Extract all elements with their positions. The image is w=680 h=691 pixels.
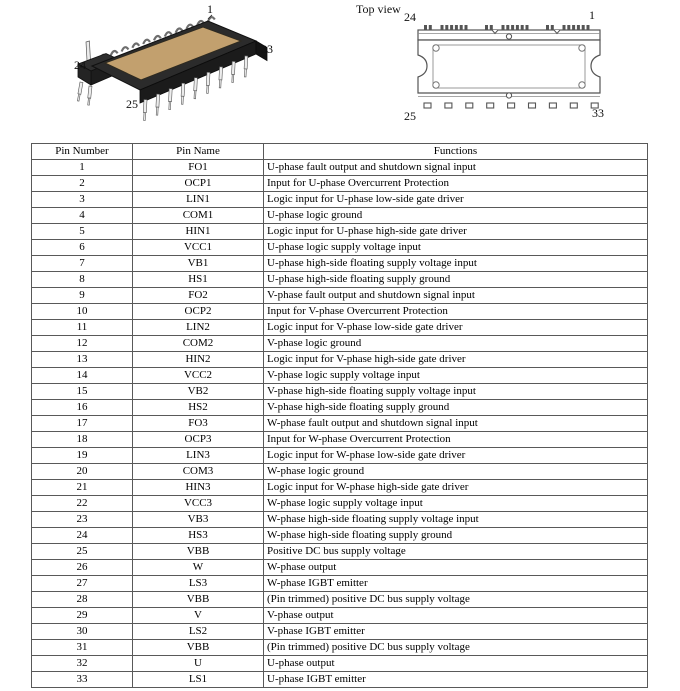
pin-function-cell: W-phase logic ground xyxy=(264,464,648,480)
pin-number-cell: 25 xyxy=(32,544,133,560)
pin-name-cell: VBB xyxy=(133,640,264,656)
pin-name-cell: V xyxy=(133,608,264,624)
pin-name-cell: HIN1 xyxy=(133,224,264,240)
persp-pin1-label: 1 xyxy=(207,2,213,16)
pin-name-cell: LIN2 xyxy=(133,320,264,336)
table-row xyxy=(32,400,648,416)
col-header-pin-name: Pin Name xyxy=(133,144,264,160)
pin-number-cell: 23 xyxy=(32,512,133,528)
pin-number-cell: 17 xyxy=(32,416,133,432)
table-row xyxy=(32,512,648,528)
pin-name-cell: VB2 xyxy=(133,384,264,400)
pin-function-cell: V-phase fault output and shutdown signal input xyxy=(264,288,648,304)
pin-function-cell: U-phase logic supply voltage input xyxy=(264,240,648,256)
pin-number-cell: 29 xyxy=(32,608,133,624)
pin-function-cell: Logic input for U-phase high-side gate driver xyxy=(264,224,648,240)
end-cap-leads xyxy=(77,82,92,105)
pin-name-cell: FO3 xyxy=(133,416,264,432)
tv-pin1-label: 1 xyxy=(589,8,595,22)
table-header-row xyxy=(32,144,648,160)
pin-number-cell: 10 xyxy=(32,304,133,320)
pin-number-cell: 8 xyxy=(32,272,133,288)
pin-function-table xyxy=(31,143,648,688)
persp-pin25-label: 25 xyxy=(126,97,138,111)
pin-function-cell: Logic input for V-phase high-side gate driver xyxy=(264,352,648,368)
pin-name-cell: VBB xyxy=(133,544,264,560)
pin-name-cell: VCC1 xyxy=(133,240,264,256)
table-row xyxy=(32,448,648,464)
pin-function-cell: Logic input for U-phase low-side gate driver xyxy=(264,192,648,208)
table-row xyxy=(32,528,648,544)
pin-number-cell: 11 xyxy=(32,320,133,336)
pin-number-cell: 19 xyxy=(32,448,133,464)
col-header-pin-number: Pin Number xyxy=(32,144,133,160)
pin-number-cell: 2 xyxy=(32,176,133,192)
table-row xyxy=(32,240,648,256)
table-row xyxy=(32,544,648,560)
pin-name-cell: OCP3 xyxy=(133,432,264,448)
pin-number-cell: 27 xyxy=(32,576,133,592)
pin-name-cell: VBB xyxy=(133,592,264,608)
pin-function-cell: Logic input for W-phase low-side gate driver xyxy=(264,448,648,464)
pin-function-cell: V-phase output xyxy=(264,608,648,624)
table-row xyxy=(32,608,648,624)
top-center-hole xyxy=(506,34,511,39)
table-row xyxy=(32,352,648,368)
table-row xyxy=(32,560,648,576)
pin-name-cell: LS3 xyxy=(133,576,264,592)
table-row xyxy=(32,368,648,384)
pin-name-cell: LS1 xyxy=(133,672,264,688)
pin-number-cell: 15 xyxy=(32,384,133,400)
pin-number-cell: 26 xyxy=(32,560,133,576)
pin-number-cell: 5 xyxy=(32,224,133,240)
table-row xyxy=(32,416,648,432)
pin-name-cell: COM1 xyxy=(133,208,264,224)
table-row xyxy=(32,208,648,224)
top-view-title: Top view xyxy=(356,2,401,16)
table-row xyxy=(32,272,648,288)
pin-name-cell: COM3 xyxy=(133,464,264,480)
pin-number-cell: 14 xyxy=(32,368,133,384)
pin-number-cell: 7 xyxy=(32,256,133,272)
table-row xyxy=(32,176,648,192)
pin-name-cell: HIN3 xyxy=(133,480,264,496)
pin-number-cell: 21 xyxy=(32,480,133,496)
pin-function-cell: Input for W-phase Overcurrent Protection xyxy=(264,432,648,448)
pin-function-cell: Logic input for V-phase low-side gate driver xyxy=(264,320,648,336)
pin-number-cell: 20 xyxy=(32,464,133,480)
table-row xyxy=(32,656,648,672)
pin-function-cell: Logic input for W-phase high-side gate driver xyxy=(264,480,648,496)
table-row xyxy=(32,224,648,240)
tv-pin24-label: 24 xyxy=(404,10,416,24)
persp-pin24-label: 24 xyxy=(74,58,86,72)
tv-pin25-label: 25 xyxy=(404,109,416,123)
pin-name-cell: U xyxy=(133,656,264,672)
pin-function-cell: W-phase logic supply voltage input xyxy=(264,496,648,512)
pin-name-cell: OCP1 xyxy=(133,176,264,192)
pin-number-cell: 1 xyxy=(32,160,133,176)
pin-function-cell: U-phase high-side floating supply voltage input xyxy=(264,256,648,272)
pin-number-cell: 9 xyxy=(32,288,133,304)
table-row xyxy=(32,592,648,608)
pin-number-cell: 33 xyxy=(32,672,133,688)
pin-name-cell: VB1 xyxy=(133,256,264,272)
pin-function-cell: W-phase IGBT emitter xyxy=(264,576,648,592)
pin-function-cell: (Pin trimmed) positive DC bus supply voltage xyxy=(264,640,648,656)
pin-number-cell: 30 xyxy=(32,624,133,640)
pin-number-cell: 6 xyxy=(32,240,133,256)
pin-name-cell: OCP2 xyxy=(133,304,264,320)
module-top-view-drawing xyxy=(340,0,630,130)
pin-function-cell: (Pin trimmed) positive DC bus supply voltage xyxy=(264,592,648,608)
pin-function-cell: U-phase logic ground xyxy=(264,208,648,224)
pin-name-cell: VCC2 xyxy=(133,368,264,384)
table-row xyxy=(32,480,648,496)
col-header-functions: Functions xyxy=(264,144,648,160)
pin-name-cell: VB3 xyxy=(133,512,264,528)
pin-name-cell: COM2 xyxy=(133,336,264,352)
pin-function-cell: V-phase IGBT emitter xyxy=(264,624,648,640)
pin-name-cell: VCC3 xyxy=(133,496,264,512)
table-row xyxy=(32,288,648,304)
pin-number-cell: 31 xyxy=(32,640,133,656)
pin-name-cell: HS3 xyxy=(133,528,264,544)
pin-name-cell: FO1 xyxy=(133,160,264,176)
pin-name-cell: LS2 xyxy=(133,624,264,640)
table-row xyxy=(32,576,648,592)
bottom-center-hole xyxy=(506,93,511,98)
pin-number-cell: 3 xyxy=(32,192,133,208)
pin-name-cell: W xyxy=(133,560,264,576)
pin-function-cell: W-phase high-side floating supply voltage input xyxy=(264,512,648,528)
table-row xyxy=(32,320,648,336)
pin-number-cell: 18 xyxy=(32,432,133,448)
table-row xyxy=(32,624,648,640)
table-row xyxy=(32,304,648,320)
module-top-view xyxy=(340,0,630,130)
pin-function-cell: V-phase logic ground xyxy=(264,336,648,352)
pin-function-cell: Positive DC bus supply voltage xyxy=(264,544,648,560)
pin-function-cell: U-phase output xyxy=(264,656,648,672)
package-body-outline xyxy=(418,40,600,93)
pin-number-cell: 22 xyxy=(32,496,133,512)
pin-function-cell: U-phase high-side floating supply ground xyxy=(264,272,648,288)
pin-number-cell: 4 xyxy=(32,208,133,224)
pin-name-cell: HS1 xyxy=(133,272,264,288)
pin-function-cell: V-phase high-side floating supply voltage input xyxy=(264,384,648,400)
pin-name-cell: FO2 xyxy=(133,288,264,304)
table-row xyxy=(32,496,648,512)
pin-number-cell: 32 xyxy=(32,656,133,672)
pin-table-body xyxy=(32,160,648,688)
table-row xyxy=(32,464,648,480)
pin-number-cell: 12 xyxy=(32,336,133,352)
pin-function-cell: W-phase output xyxy=(264,560,648,576)
pin-name-cell: HS2 xyxy=(133,400,264,416)
pin-number-cell: 16 xyxy=(32,400,133,416)
pin-name-cell: LIN1 xyxy=(133,192,264,208)
table-row xyxy=(32,336,648,352)
table-row xyxy=(32,192,648,208)
pin-function-cell: V-phase high-side floating supply ground xyxy=(264,400,648,416)
pin-function-cell: W-phase high-side floating supply ground xyxy=(264,528,648,544)
table-row xyxy=(32,672,648,688)
pin-number-cell: 13 xyxy=(32,352,133,368)
pin-function-cell: Input for V-phase Overcurrent Protection xyxy=(264,304,648,320)
table-row xyxy=(32,432,648,448)
pin-number-cell: 24 xyxy=(32,528,133,544)
pin-function-cell: U-phase fault output and shutdown signal input xyxy=(264,160,648,176)
pin-function-cell: U-phase IGBT emitter xyxy=(264,672,648,688)
pin-function-cell: W-phase fault output and shutdown signal input xyxy=(264,416,648,432)
pin-function-cell: V-phase logic supply voltage input xyxy=(264,368,648,384)
tv-pin33-label: 33 xyxy=(592,106,604,120)
table-row xyxy=(32,384,648,400)
pin-function-cell: Input for U-phase Overcurrent Protection xyxy=(264,176,648,192)
persp-pin33-label: 33 xyxy=(261,42,273,56)
pin-number-cell: 28 xyxy=(32,592,133,608)
module-3d-drawing xyxy=(62,0,294,128)
table-row xyxy=(32,160,648,176)
module-3d-view xyxy=(62,0,294,128)
table-row xyxy=(32,256,648,272)
bottom-edge-pins xyxy=(424,103,598,108)
pin-name-cell: LIN3 xyxy=(133,448,264,464)
table-row xyxy=(32,640,648,656)
pin-name-cell: HIN2 xyxy=(133,352,264,368)
